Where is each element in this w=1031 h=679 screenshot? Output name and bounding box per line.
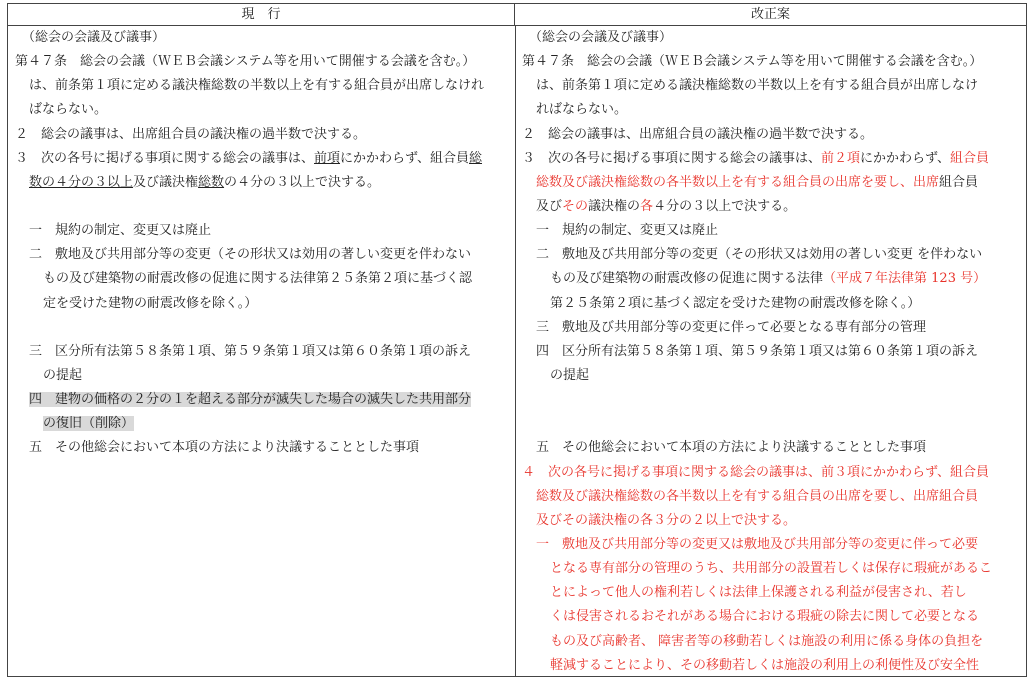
paragraph-text: 及びその議決権の各３分の２以上で決する。	[536, 512, 797, 528]
text-run: ３ 次の各号に掲げる事項に関する総会の議事は、	[522, 150, 822, 166]
item-4: 四 区分所有法第５８条第１項、第５９条第１項又は第６０条第１項の訴え	[536, 343, 979, 359]
text-run: もの及び建築物の耐震改修の促進に関する法律	[550, 271, 824, 287]
item-3: 三 敷地及び共用部分等の変更に伴って必要となる専有部分の管理	[536, 319, 927, 335]
revised-column	[522, 26, 1022, 678]
paragraph-2: ２ 総会の議事は、出席組合員の議決権の過半数で決する。	[522, 126, 874, 142]
item-text: 第２５条第２項に基づく認定を受けた建物の耐震改修を除く。）	[550, 295, 921, 311]
highlighted-text: の復旧（削除）	[43, 416, 135, 432]
blank-line	[522, 412, 1022, 436]
paragraph-text: は、前条第１項に定める議決権総数の半数以上を有する組合員が出席しなけれ	[29, 78, 485, 94]
paragraph-text	[522, 195, 1022, 219]
paragraph-text: 総数及び議決権総数の各半数以上を有する組合員の出席を要し、出席組合員	[536, 488, 979, 504]
underlined-text: 前項	[314, 150, 341, 166]
paragraph-text	[15, 171, 512, 195]
underlined-text: 総	[469, 150, 483, 166]
text-run: にかかわらず、組合員	[340, 150, 469, 166]
current-column	[15, 26, 512, 461]
paragraph-text	[522, 171, 1022, 195]
item-text: 軽減することにより、その移動若しくは施設の利用上の利便性及び安全性	[550, 657, 980, 673]
blank-line	[522, 388, 1022, 412]
amended-text: 総数及び議決権総数の各半数以上を有する組合員の出席を要し、出席	[536, 174, 940, 190]
text-run: 及び議決権	[133, 174, 199, 190]
article-caption: （総会の会議及び議事）	[22, 30, 166, 45]
paragraph-text: ればならない。	[536, 102, 628, 118]
text-run: の４分の３以上で決する。	[224, 174, 381, 190]
article-47-heading: 第４７条 総会の会議（ＷＥＢ会議システム等を用いて開催する会議を含む。）	[15, 54, 476, 70]
item-5: 五 その他総会において本項の方法により決議することとした事項	[29, 440, 420, 456]
item-text: の提起	[43, 367, 83, 383]
item-text: 定を受けた建物の耐震改修を除く。）	[43, 295, 258, 311]
paragraph-3	[522, 147, 1022, 171]
item-5: 五 その他総会において本項の方法により決議することとした事項	[536, 440, 927, 456]
text-run: にかかわらず、	[860, 150, 950, 166]
item-1: 一 規約の制定、変更又は廃止	[536, 223, 719, 239]
current-header: 現 行	[8, 4, 515, 26]
item-text	[522, 267, 1022, 291]
item-text: となる専有部分の管理のうち、共用部分の設置若しくは保存に瑕疵があるこ	[550, 561, 993, 577]
paragraph-3	[15, 147, 512, 171]
comparison-table	[7, 3, 1027, 677]
item-4-deleted	[15, 388, 512, 412]
amended-text: 前２項	[821, 150, 861, 166]
highlighted-text: 四 建物の価格の２分の１を超える部分が滅失した場合の滅失した共用部分	[29, 392, 472, 408]
new-item-1: 一 敷地及び共用部分等の変更又は敷地及び共用部分等の変更に伴って必要	[536, 536, 979, 552]
item-text: くは侵害されるおそれがある場合における瑕疵の除去に関して必要となる	[550, 609, 980, 625]
text-run: ３ 次の各号に掲げる事項に関する総会の議事は、	[15, 150, 315, 166]
item-text: とによって他人の権利若しくは法律上保護される利益が侵害され、若し	[550, 585, 967, 601]
blank-line	[15, 316, 512, 340]
paragraph-2: ２ 総会の議事は、出席組合員の議決権の過半数で決する。	[15, 126, 367, 142]
item-text: もの及び建築物の耐震改修の促進に関する法律第２５条第２項に基づく認	[43, 271, 473, 287]
item-text: もの及び高齢者、 障害者等の移動若しくは施設の利用に係る身体の負担を	[550, 633, 984, 649]
item-3: 三 区分所有法第５８条第１項、第５９条第１項又は第６０条第１項の訴え	[29, 343, 472, 359]
text-run: 組合員	[939, 174, 979, 190]
paragraph-text: は、前条第１項に定める議決権総数の半数以上を有する組合員が出席しなけ	[536, 78, 979, 94]
underlined-text: 数の４分の３以上	[29, 174, 134, 190]
underlined-text: 総数	[198, 174, 225, 190]
paragraph-4-new: ４ 次の各号に掲げる事項に関する総会の議事は、前３項にかかわらず、組合員	[522, 464, 989, 480]
text-run: 議決権の	[588, 198, 641, 214]
item-2: 二 敷地及び共用部分等の変更（その形状又は効用の著しい変更 を伴わない	[536, 247, 983, 263]
revised-header: 改正案	[515, 4, 1026, 26]
article-47-heading: 第４７条 総会の会議（ＷＥＢ会議システム等を用いて開催する会議を含む。）	[522, 54, 983, 70]
text-run: ４分の３以上で決する。	[653, 198, 797, 214]
amended-text: その	[562, 198, 589, 214]
amended-text: 各	[640, 198, 654, 214]
amended-text: （平成７年法律第 123 号）	[823, 271, 987, 287]
blank-line	[15, 195, 512, 219]
text-run: 及び	[536, 198, 563, 214]
item-text: の提起	[550, 367, 590, 383]
item-2: 二 敷地及び共用部分等の変更（その形状又は効用の著しい変更を伴わない	[29, 247, 472, 263]
item-text	[15, 412, 512, 436]
article-caption: （総会の会議及び議事）	[529, 30, 673, 45]
column-divider	[515, 26, 516, 676]
amended-text: 組合員	[950, 150, 990, 166]
item-1: 一 規約の制定、変更又は廃止	[29, 223, 212, 239]
paragraph-text: ばならない。	[29, 102, 108, 118]
